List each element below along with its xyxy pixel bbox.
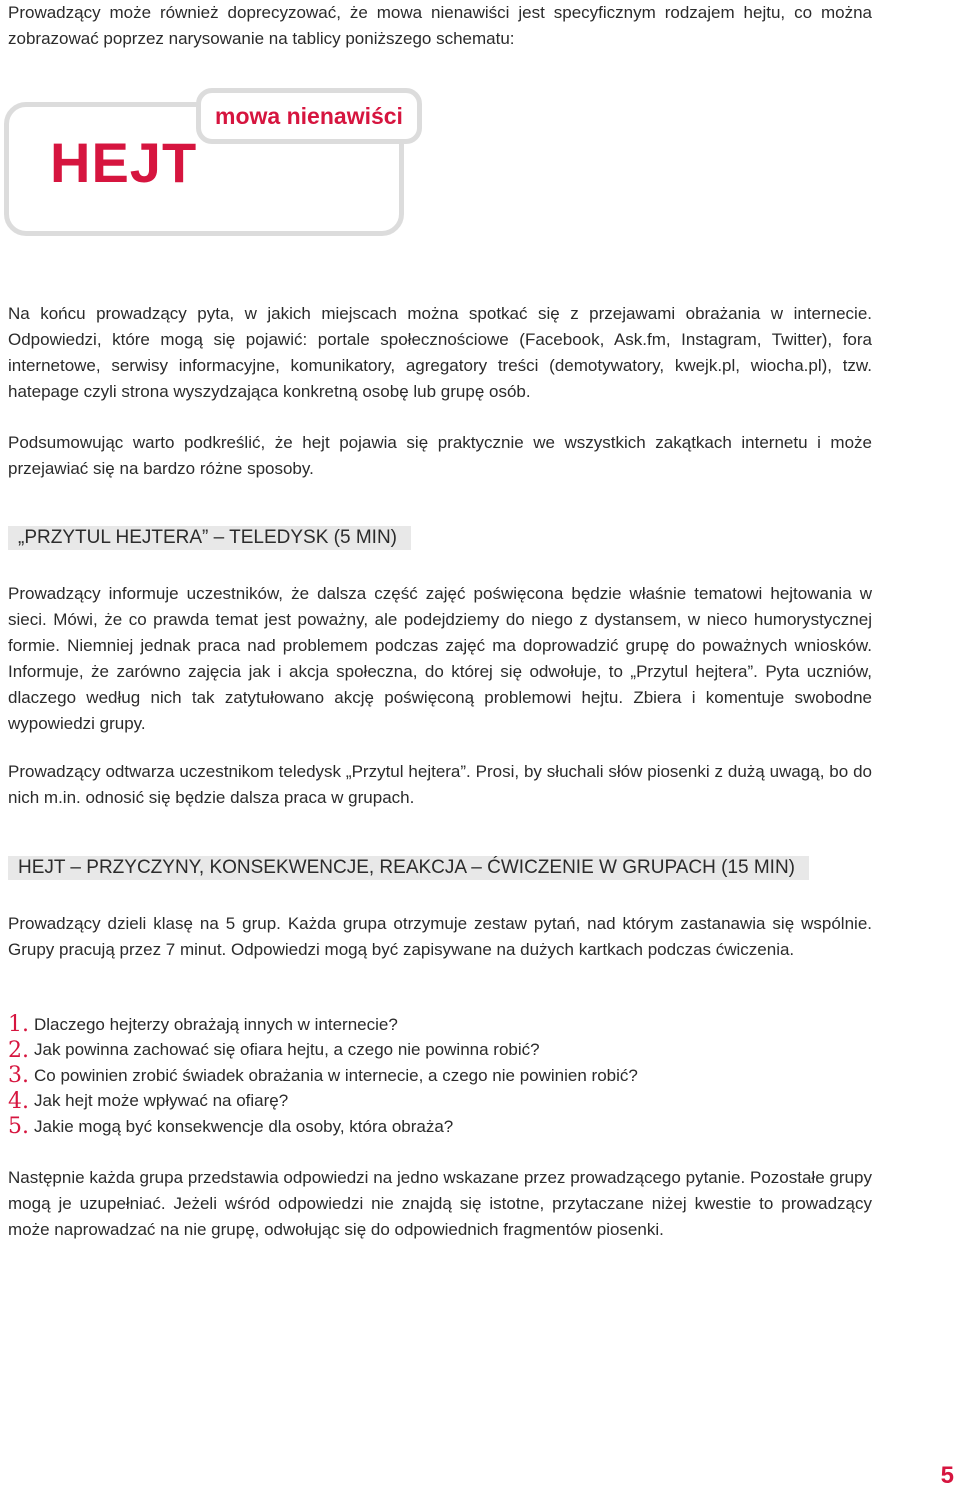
paragraph-video: Prowadzący odtwarza uczestnikom teledysk „Przytul hejtera”. Prosi, by słuchali słów piosenki z dużą uwagą, bo do nich m.in. odnosić się będzie dalsza praca w grupach.: [8, 762, 872, 807]
paragraph-presentation: Następnie każda grupa przedstawia odpowiedzi na jedno wskazane przez prowadzącego pytanie. Pozostałe grupy mogą je uzupełniać. Jeżeli wśród odpowiedzi nie znajdą się istotne, przytaczane niżej kwestie to prowadzący może naprowadzać na nie grupę, odwołując się do odpowiednich fragmentów piosenki.: [8, 1168, 872, 1239]
list-item: [8, 1063, 638, 1089]
question-number: 1.: [8, 1012, 29, 1038]
paragraph-places: Na końcu prowadzący pyta, w jakich miejscach można spotkać się z przejawami obrażania w internecie. Odpowiedzi, które mogą się pojawić: portale społecznościowe (Facebook, Ask.fm, Instagram, Twitter), fora internetowe, serwisy informacyjne, komunikatory, agregatory treści (demotywatory, kwejk.pl, wiocha.pl), tzw. hatepage czyli strona wyszydzająca konkretną osobę lub grupę osób.: [8, 304, 872, 401]
page-number: 5: [940, 1462, 954, 1489]
question-number: 2.: [8, 1037, 29, 1063]
list-item: [8, 1089, 638, 1115]
question-text: Dlaczego hejterzy obrażają innych w internecie?: [34, 1014, 398, 1034]
paragraph-groups: Prowadzący dzieli klasę na 5 grup. Każda grupa otrzymuje zestaw pytań, nad którym zastanawia się wspólnie. Grupy pracują przez 7 minut. Odpowiedzi mogą być zapisywane na dużych kartkach podczas ćwiczenia.: [8, 914, 872, 959]
question-list: [8, 1012, 638, 1140]
diagram-outer-label: HEJT: [50, 131, 198, 194]
question-number: 5.: [8, 1114, 29, 1140]
question-text: Co powinien zrobić świadek obrażania w internecie, a czego nie powinien robić?: [34, 1065, 638, 1085]
section-heading-groups: HEJT – PRZYCZYNY, KONSEKWENCJE, REAKCJA – ĆWICZENIE W GRUPACH (15 MIN): [8, 856, 809, 880]
diagram-inner-label: mowa nienawiści: [215, 102, 403, 129]
list-item: [8, 1038, 638, 1064]
section-heading-video: „PRZYTUL HEJTERA” – TELEDYSK (5 MIN): [8, 526, 411, 550]
question-text: Jak hejt może wpływać na ofiarę?: [34, 1091, 289, 1111]
question-number: 3.: [8, 1063, 29, 1089]
list-item: [8, 1012, 638, 1038]
diagram-inner-box: [196, 88, 422, 144]
list-item: [8, 1114, 638, 1140]
question-text: Jakie mogą być konsekwencje dla osoby, która obraża?: [34, 1116, 454, 1136]
question-number: 4.: [8, 1088, 29, 1114]
paragraph-instructions: Prowadzący informuje uczestników, że dalsza część zajęć poświęcona będzie właśnie tematowi hejtowania w sieci. Mówi, że co prawda temat jest poważny, ale podejdziemy do niego z dystansem, w nieco humorystycznej formie. Niemniej jednak praca nad problemem podczas zajęć ma doprowadzić grupę do poważnych wniosków. Informuje, że zarówno zajęcia jak i akcja społeczna, do której się odwołuje, to „Przytul hejtera”. Pyta uczniów, dlaczego według nich tak zatytułowano akcję poświęconą problemowi hejtu. Zbiera i komentuje swobodne wypowiedzi grupy.: [8, 584, 872, 733]
hate-speech-diagram: [0, 80, 440, 250]
intro-paragraph: Prowadzący może również doprecyzować, że mowa nienawiści jest specyficznym rodzajem hejtu, co można zobrazować poprzez narysowanie na tablicy poniższego schematu:: [8, 3, 872, 48]
paragraph-summary: Podsumowując warto podkreślić, że hejt pojawia się praktycznie we wszystkich zakątkach internetu i może przejawiać się na bardzo różne sposoby.: [8, 433, 872, 478]
question-text: Jak powinna zachować się ofiara hejtu, a czego nie powinna robić?: [34, 1040, 540, 1060]
